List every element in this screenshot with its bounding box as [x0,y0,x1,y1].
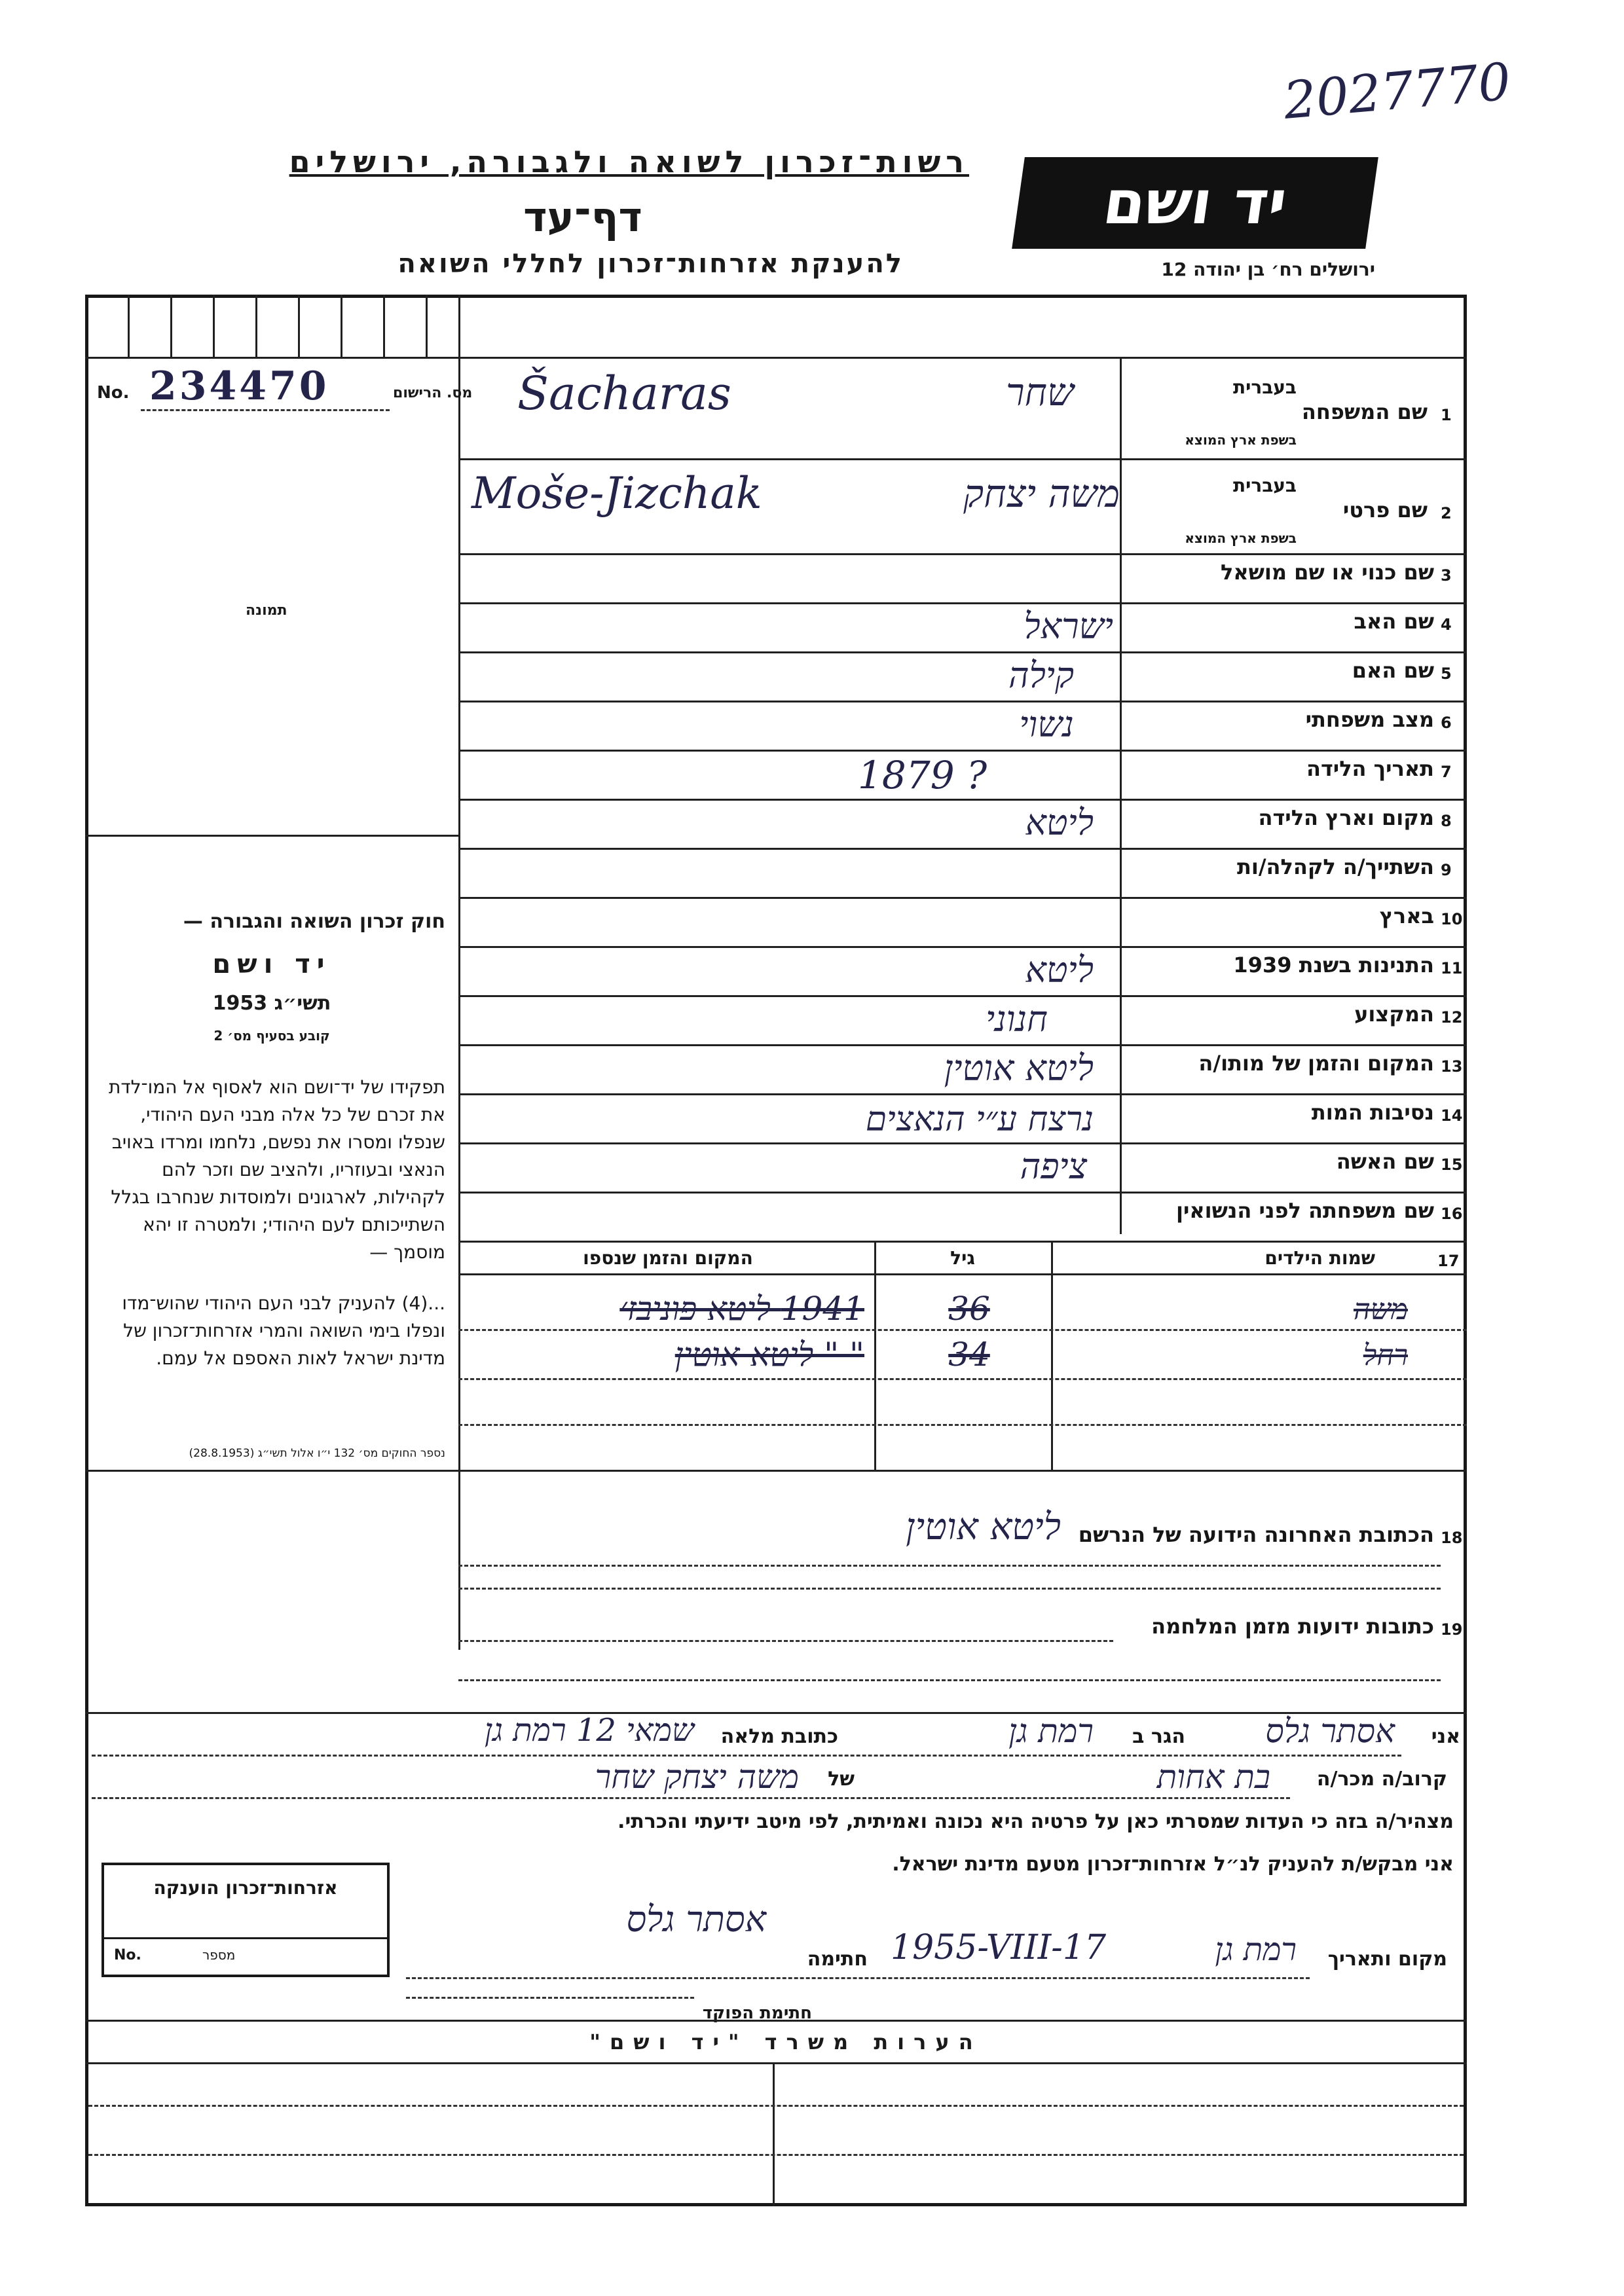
field-7-label: תאריך הלידה [1306,756,1434,781]
decl-officer-label: חתימת הפוקד [702,2003,812,2023]
field-19-number: 19 [1441,1620,1463,1639]
archive-number: 2027770 [1281,52,1513,131]
field-18-value[interactable]: ליטא אוטין [906,1506,1061,1548]
field-1-value-hebrew[interactable]: שחר [1006,370,1074,414]
decl-address-value[interactable]: שמאי 12 רמת גן [484,1712,694,1749]
field-13-label: המקום והזמן של מותו/ה [1198,1051,1434,1076]
field-18-number: 18 [1441,1529,1463,1547]
field-9-label: השתייך/ה לקהלה/ות [1236,854,1434,879]
stamp-no: No. [114,1947,141,1963]
field-12-label: המקצוע [1354,1002,1434,1027]
field-8-label: מקום וארץ הלידה [1258,805,1434,830]
decl-address-label: כתובת מלאה [720,1725,838,1748]
field-2-number: 2 [1441,504,1452,522]
decl-signature-label: חתימה [807,1948,868,1971]
field-12-value[interactable]: חנוני [985,998,1048,1040]
photo-label: תמונה [246,602,287,619]
form-subtitle: להענקת אזרחות־זכרון לחללי השואה [397,249,904,279]
child-2-place[interactable]: " " ליטא אוטין [674,1336,864,1374]
decl-resident-value[interactable]: רמת גן [1008,1712,1094,1750]
child-1-name[interactable]: משה [1353,1293,1408,1326]
field-6-label: מצב משפחתי [1305,707,1434,732]
field-4-label: שם האב [1354,609,1434,634]
field-1-sub-origin: בשפת ארץ המוצא [1185,432,1297,448]
field-6-value[interactable]: נשוי [1019,704,1074,745]
field-2-value-hebrew[interactable]: משה יצחק [963,471,1120,516]
field-7-number: 7 [1441,763,1452,781]
decl-ani-label: אני [1431,1725,1460,1748]
field-5-label: שם האם [1352,658,1434,683]
record-number: 234470 [149,363,329,409]
decl-signature-value[interactable]: אסתר גלס [626,1899,766,1940]
decl-resident-label: הגר ב [1132,1725,1185,1748]
field-12-number: 12 [1441,1008,1463,1027]
field-5-number: 5 [1441,665,1452,683]
field-2-sub-hebrew: בעברית [1232,475,1297,496]
field-2-label: שם פרטי [1342,498,1428,522]
logo-text: יד ושם [1099,168,1291,238]
field-11-number: 11 [1441,959,1463,977]
decl-relative-value[interactable]: בת אחות [1156,1758,1270,1796]
decl-place-value[interactable]: רמת גן [1215,1931,1297,1968]
citizenship-stamp-box [101,1863,390,1977]
field-15-label: שם האשה [1336,1149,1434,1174]
field-1-label: שם המשפחה [1301,399,1428,424]
field-11-value[interactable]: ליטא [1025,949,1094,991]
field-18-label: הכתובת האחרונה הידועה של הנרשם [1078,1522,1434,1547]
field-2-sub-origin: בשפת ארץ המוצא [1185,530,1297,546]
notes-title: הערות משרד "יד ושם" [589,2030,982,2054]
stamp-title: אזרחות־זכרון הוענקה [153,1877,338,1899]
field-6-number: 6 [1441,714,1452,732]
field-8-number: 8 [1441,812,1452,830]
field-3-number: 3 [1441,566,1452,585]
field-8-value[interactable]: ליטא [1025,802,1094,843]
authority-name: רשות־זכרון לשואה ולגבורה, ירושלים [289,144,969,179]
children-col-names: שמות הילדים [1264,1247,1375,1269]
logo-address: ירושלים רח׳ בן יהודה 12 [1161,259,1375,280]
decl-of-label: של [828,1768,855,1791]
field-1-number: 1 [1441,406,1452,424]
field-13-value[interactable]: ליטא אוטין [944,1048,1094,1089]
field-19-label: כתובות ידועות מזמן המלחמה [1151,1614,1434,1639]
child-2-age[interactable]: 34 [948,1336,990,1374]
field-17-number: 17 [1437,1252,1460,1270]
field-14-label: נסיבות המות [1311,1100,1434,1125]
law-title: חוק זכרון השואה והגבורה — [183,910,445,933]
field-9-number: 9 [1441,861,1452,879]
law-clause: קובע בסעיף מס׳ 2 [213,1028,330,1044]
child-1-place[interactable]: 1941 ליטא פוניבז׳ [619,1290,864,1328]
field-1-sub-hebrew: בעברית [1232,376,1297,398]
law-name: יד ושם [212,949,331,979]
child-1-age[interactable]: 36 [948,1290,990,1328]
no-label: No. [97,383,130,403]
field-4-number: 4 [1441,615,1452,634]
field-5-value[interactable]: קילה [1008,655,1074,696]
field-1-value-latin[interactable]: Šacharas [517,367,731,420]
law-paragraph-1: תפקידו של יד־ושם הוא לאסוף אל המו־לדת את זכרם של כל אלה מבני העם היהודי, שנפלו ומסרו את נפשם, נלחמו ומרדו באויב הנאצי ובעוזריו, ולהציב שם וזכר להם לקהילות, לארגונים ולמוסדות שנחרבו בגלל השתייכותם לעם היהודי; ולמטרה זו יהא מוסמך — [108,1076,445,1263]
field-10-label: בארץ [1379,903,1434,928]
children-col-age: גיל [950,1247,975,1269]
field-16-label: שם משפחתה לפני הנשואין [1175,1198,1434,1223]
form-title: דף־עד [523,193,642,241]
field-14-value[interactable]: נרצח ע״י הנאצים [865,1100,1094,1139]
field-3-label: שם כנוי או שם מושאל [1220,560,1434,585]
decl-ani-value[interactable]: אסתר גלס [1265,1712,1395,1750]
reg-label: מס. הרישום [393,385,473,401]
field-11-label: התנינות בשנת 1939 [1233,953,1434,977]
yad-vashem-logo [1012,157,1378,249]
stamp-number-label: מספר [202,1947,236,1963]
field-15-value[interactable]: ציפה [1020,1146,1087,1187]
field-13-number: 13 [1441,1057,1463,1076]
decl-statement-1: מצהיר/ה בזה כי העדות שמסרתי כאן על פרטיה היא נכונה ואמיתית, לפי מיטב ידיעתי והכרתי. [618,1810,1454,1833]
field-15-number: 15 [1441,1156,1463,1174]
children-col-place: המקום והזמן שנספו [583,1247,753,1269]
decl-relative-label: קרוב/ה מכר/ה [1316,1768,1447,1791]
field-14-number: 14 [1441,1106,1463,1125]
decl-statement-2: אני מבקש/ת להעניק לנ״ל אזרחות־זכרון מטעם מדינת ישראל. [892,1853,1454,1876]
child-2-name[interactable]: רחל [1363,1339,1408,1372]
decl-of-value[interactable]: משה יצחק שחר [595,1758,799,1796]
law-paragraph-2: ...(4) להעניק לבני העם היהודי שהוש־מדו ונפלו בימי השואה והמרי אזרחות־זכרון של מדינת ישראל לאות האספם אל עמם. [122,1292,445,1369]
law-footnote: נספר החוקים מס׳ 132 י״ו אלול תשי״ג (28.8.1953) [189,1447,445,1460]
decl-date-value[interactable]: 1955-VIII-17 [891,1928,1107,1967]
field-2-value-latin[interactable]: Moše-Jizchak [471,468,762,519]
decl-place-date-label: מקום ותאריך [1327,1948,1447,1971]
field-4-value[interactable]: ישראל [1024,606,1113,647]
field-16-number: 16 [1441,1205,1463,1223]
law-year: תשי״ג 1953 [212,992,331,1015]
field-10-number: 10 [1441,910,1463,928]
field-7-value[interactable]: 1879 ? [858,753,987,797]
